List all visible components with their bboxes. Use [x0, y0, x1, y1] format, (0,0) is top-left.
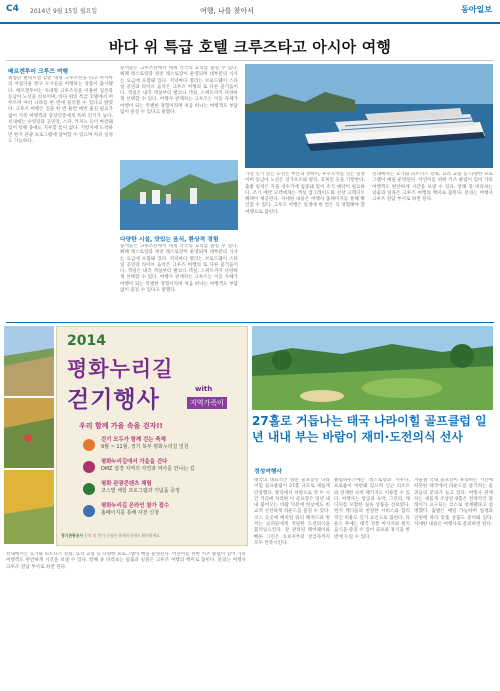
item-marker-icon — [83, 439, 95, 451]
item-marker-icon — [83, 461, 95, 473]
cruise-subhead: 다양한 시설, 맛있는 음식, 환상적 경험 — [120, 237, 219, 243]
resort-coast-photo — [120, 160, 238, 230]
page-number: C4 — [6, 4, 19, 14]
cruise-col-4: 선내에서는 요가와 피트니스 강좌, 요리 교실 등 다양한 프로그램이 매일 운영된다. 어린이를 위한 키즈 클럽이 있어 가족 여행객도 편안하게 시간을 보낼 수 있다. 항해 중 바라보는 일출과 일몰은 크루즈 여행의 백미로 꼽힌다. 문의는 여행사 크루즈 전담 부서로 하면 된다. — [372, 172, 493, 203]
walking-trail-photo-3 — [4, 470, 54, 544]
item-marker-icon — [83, 483, 95, 495]
golf-col-3: 겨울철 국내 골프장이 휴장하는 기간에 따뜻한 태국에서 라운드를 즐기려는 골퍼들의 문의가 늘고 있다. 여행사 관계자는 새롭게 조성된 9홀은 전략적인 플레이가 요구되는 코스로 설계됐다고 설명했다. 출발은 매일 가능하며 일정과 인원에 따라 맞춤 상품도 준비돼 있다. 자세한 내용은 여행사로 문의하면 된다. — [414, 478, 493, 528]
poster-item-desc: DMZ 접경 지역의 자연과 역사를 만나는 길 — [101, 465, 195, 472]
poster-item-1 — [101, 437, 241, 450]
divider — [6, 60, 494, 61]
cruise-col-3: 가장 인기 있는 노선은 부산과 상하이, 후쿠오카를 잇는 일정이며 동남아 노선은 싱가포르와 방콕, 호찌민 등을 기항한다. 출발 일정은 가을 성수기에 집중돼 있어 조기 예약이 필요하다. 조기 예약 고객에게는 객실 업그레이드와 선상 크레디트 혜택이 제공된다. 자세한 내용은 여행사 홈페이지를 통해 확인할 수 있다. 크루즈 여행은 일생에 한 번은 꼭 경험해야 할 여행으로 꼽힌다. — [245, 172, 365, 215]
cruise-col-1: 최첨단 편의시설 갖춘 대형 크루즈선을 타고 아시아의 아름다운 항구 도시들을 여행하는 상품이 출시됐다. 베르겐투어는 초대형 크루즈선을 이용한 일본과 동남아 노선을 선보이며, 바다 위의 특급 호텔에서 머무르며 여러 나라를 한 번에 둘러볼 수 있다고 밝혔다. 크루즈 여행은 짐을 한 번 풀면 매번 옮길 필요가 없어 가족 여행객과 중장년층에게 특히 인기가 높다. 선내에는 수영장과 공연장, 스파, 카지노 등이 마련돼 있어 항해 중에도 지루할 틈이 없다. 기항지에 도착하면 현지 관광 프로그램에 참여할 수 있으며 자유 일정도 가능하다. — [8, 76, 113, 144]
divider — [6, 322, 494, 323]
issue-date: 2014년 9월 15일 월요일 — [30, 8, 98, 15]
cruise-col-2: 승객들은 크루즈선에서 세계 각국의 요리를 즐길 수 있다. 뷔페 레스토랑과 정찬 레스토랑이 운영되며 대부분의 식사는 요금에 포함돼 있다. 저녁마다 열리는 브로드웨이 스타일 공연과 라이브 음악은 크루즈 여행의 또 다른 즐거움이다. 객실은 내측 객실부터 발코니 객실, 스위트까지 다양하게 선택할 수 있다. 여행사 관계자는 크루즈는 이동 자체가 여행이 되는 특별한 경험이라며 처음 떠나는 여행객도 부담 없이 즐길 수 있다고 말했다. — [120, 66, 238, 116]
poster-footer — [61, 533, 243, 539]
cruise-headline: 바다 위 특급 호텔 크루즈타고 아시아 여행 — [108, 38, 392, 56]
walking-trail-photo-2 — [4, 398, 54, 468]
walking-event-text: 선내에서는 요가와 피트니스 강좌, 요리 교실 등 다양한 프로그램이 매일 운영된다. 어린이를 위한 키즈 클럽이 있어 가족 여행객도 편안하게 시간을 보낼 수 있다. 항해 중 바라보는 일출과 일몰은 크루즈 여행의 백미로 꼽힌다. 문의는 여행사 크루즈 전담 부서로 하면 된다. — [6, 552, 246, 570]
golf-col-1: 태국의 대표적인 명문 골프장인 나라이힐 골프클럽이 27홀 규모로 새롭게 단장했다. 방콕에서 차량으로 약 두 시간 거리에 자리한 이 골프장은 일년 내내 불어오는 바람 덕분에 한낮에도 비교적 선선하게 라운드를 즐길 수 있다. 코스 곳곳에 배치된 워터 해저드와 벙커는 골퍼들에게 적당한 도전의식을 불러일으킨다. 잘 관리된 페어웨이와 빠른 그린은 초보자부터 상급자까지 모두 만족시킨다. — [254, 478, 330, 546]
newspaper-name: 동아일보 — [461, 5, 492, 14]
poster-item-desc: 9월 ~ 11월, 경기 북부 평화누리길 일원 — [101, 443, 189, 450]
page-header — [0, 0, 500, 24]
poster-footer-text: 문의 및 참가 신청은 홈페이지에서 확인하세요 — [84, 533, 160, 538]
poster-year: 2014 — [67, 333, 106, 349]
golf-course-photo — [252, 326, 493, 410]
poster-with: with — [195, 385, 213, 393]
poster-item-4 — [101, 503, 241, 516]
poster-title-line-1: 평화누리길 — [67, 357, 174, 381]
poster-with-badge: 지역가족이 — [187, 397, 227, 409]
walking-event-poster — [56, 326, 248, 546]
poster-item-2 — [101, 459, 241, 472]
golf-headline: 27홀로 거듭나는 태국 나라이힐 골프클럽 일년 내내 부는 바람이 재미·도전의식 선사 — [252, 414, 487, 444]
golf-kicker: 정성여행사 — [254, 469, 282, 475]
poster-organizer: 경기관광공사 — [61, 533, 84, 538]
poster-item-desc: 코스별 체험 프로그램과 기념품 증정 — [101, 487, 180, 494]
poster-item-desc: 홈페이지를 통해 사전 신청 — [101, 509, 159, 516]
section-title: 여행, 나를 찾아서 — [200, 7, 255, 15]
cruise-byline: 베르겐투어 크루즈 여행 — [8, 69, 69, 75]
poster-item-title: 평화누리길 온라인 참가 접수 — [101, 503, 170, 509]
poster-slogan: 우리 함께 가을 속을 걷자!! — [79, 422, 163, 430]
cruise-col-2b: 승객들은 크루즈선에서 세계 각국의 요리를 즐길 수 있다. 뷔페 레스토랑과 정찬 레스토랑이 운영되며 대부분의 식사는 요금에 포함돼 있다. 저녁마다 열리는 브로드웨이 스타일 공연과 라이브 음악은 크루즈 여행의 또 다른 즐거움이다. 객실은 내측 객실부터 발코니 객실, 스위트까지 다양하게 선택할 수 있다. 여행사 관계자는 크루즈는 이동 자체가 여행이 되는 특별한 경험이라며 처음 떠나는 여행객도 부담 없이 즐길 수 있다고 말했다. — [120, 244, 238, 294]
poster-item-title: 평화누리길에서 가을을 걷다 — [101, 459, 168, 465]
poster-item-title: 걷기 모두가 함께 걷는 축제 — [101, 437, 166, 443]
item-marker-icon — [83, 505, 95, 517]
golf-col-2: 클럽하우스에는 레스토랑과 사우나, 프로숍이 마련돼 있으며 인근 리조트와 연계한 숙박 패키지도 이용할 수 있다. 여행사는 항공과 숙박, 그린피, 캐디피를 포함한 실속 상품을 선보였다. 현지 캐디들의 친절한 서비스와 합리적인 비용도 인기 요인으로 꼽힌다. 라운드 후에는 태국 전통 마사지와 현지 음식을 즐길 수 있어 골프와 휴식을 한 번에 누릴 수 있다. — [334, 478, 410, 540]
cruise-ship-photo — [245, 64, 493, 168]
walking-trail-photo-1 — [4, 326, 54, 396]
poster-item-title: 평화 관광콘텐츠 체험 — [101, 481, 152, 487]
poster-item-3 — [101, 481, 241, 494]
poster-title-line-2: 걷기행사 — [67, 387, 160, 413]
